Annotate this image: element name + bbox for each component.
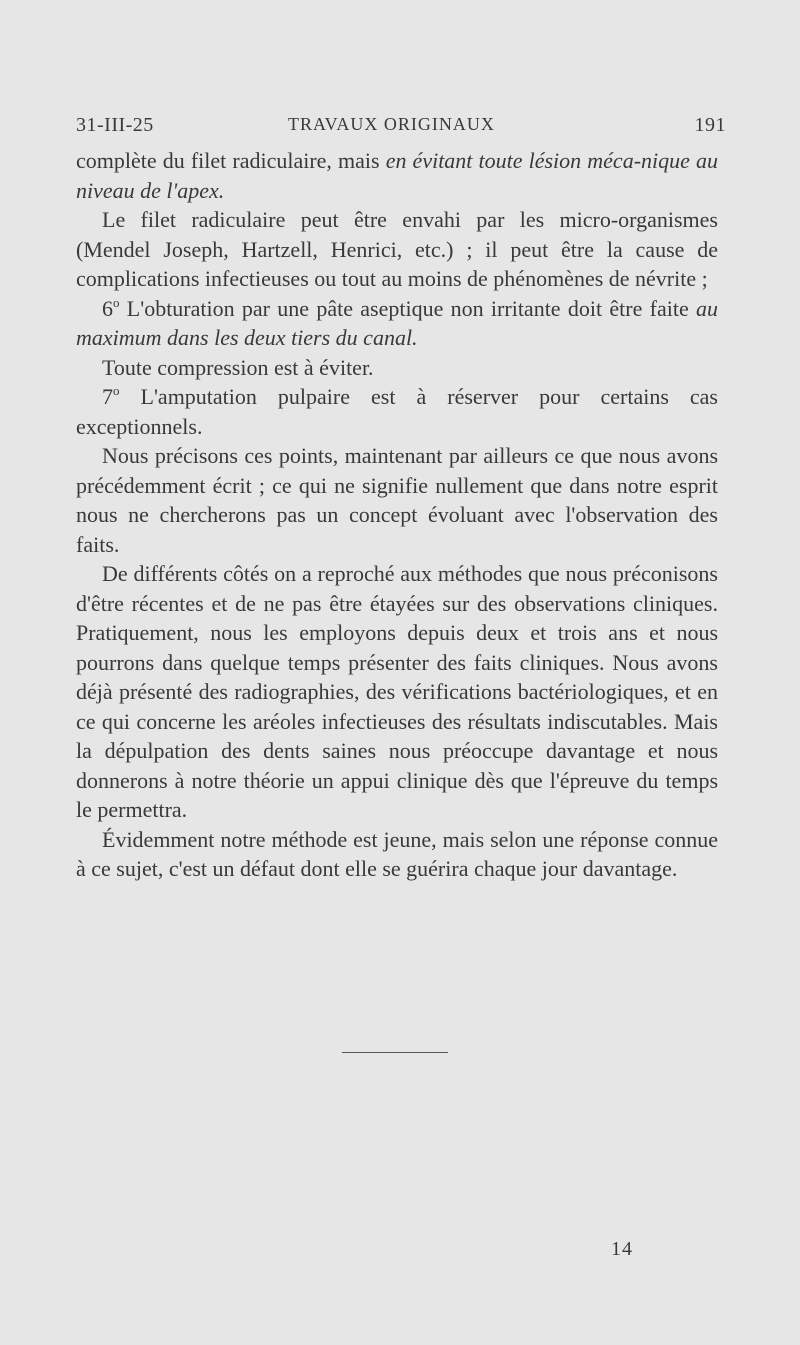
header-title: TRAVAUX ORIGINAUX <box>288 114 495 134</box>
italic-run: en évitant toute lésion méca-nique au niveau de l'apex. <box>76 148 718 203</box>
text-run: Nous précisons ces points, maintenant par ailleurs ce que nous avons précédemment écrit ; ce qui ne signifie nullement que dans notre esprit nous ne chercherons pas un concept évoluant avec l'observation des faits. <box>76 443 718 557</box>
ordinal-superscript: o <box>113 383 120 398</box>
ordinal-superscript: o <box>113 294 120 310</box>
text-run: Évidemment notre méthode est jeune, mais selon une réponse connue à ce sujet, c'est un défaut dont elle se guérira chaque jour davantage. <box>76 826 718 881</box>
text-run: L'obturation par une pâte aseptique non irritante doit être faite <box>119 295 696 321</box>
text-run: De différents côtés on a reproché aux méthodes que nous préconisons d'être récentes et de ne pas être étayées sur des observations cliniques. Pratiquement, nous les employons depuis deux et trois ans et nous pourrons dans quelque temps présenter des faits cliniques. Nous avons déjà présenté des radiographies, des vérifications bactériologiques, et en ce qui concerne les aréoles infectieuses des résultats indiscutables. Mais la dépulpation des dents saines nous préoccupe davantage et nous donnerons à notre théorie un appui clinique dès que l'épreuve du temps le permettra. <box>76 561 718 822</box>
italic-run: au maximum dans les deux tiers du canal. <box>76 295 718 350</box>
header-date: 31-III-25 <box>76 114 154 136</box>
paragraph <box>76 441 718 559</box>
text-run: complète du filet radiculaire, mais <box>76 148 386 173</box>
paragraph <box>76 294 718 353</box>
signature-mark: 14 <box>611 1238 633 1260</box>
paragraph <box>76 205 718 294</box>
text-run: Le filet radiculaire peut être envahi par les micro-organismes (Mendel Joseph, Hartzell, Henrici, etc.) ; il peut être la cause de complications infectieuses ou tout au moins de phénomènes de névrite ; <box>76 207 718 291</box>
paragraph <box>76 559 718 825</box>
paragraph <box>76 146 718 205</box>
page-number: 191 <box>694 114 726 136</box>
item-number: 6 <box>102 295 113 321</box>
article-body <box>76 146 718 884</box>
running-header <box>76 114 726 142</box>
text-run: L'amputation pulpaire est à réserver pour certains cas exceptionnels. <box>76 384 718 439</box>
paragraph <box>76 825 718 884</box>
paragraph <box>76 353 718 383</box>
paragraph <box>76 382 718 441</box>
section-divider <box>342 1052 448 1053</box>
item-number: 7 <box>102 384 113 409</box>
text-run: Toute compression est à éviter. <box>102 354 374 380</box>
